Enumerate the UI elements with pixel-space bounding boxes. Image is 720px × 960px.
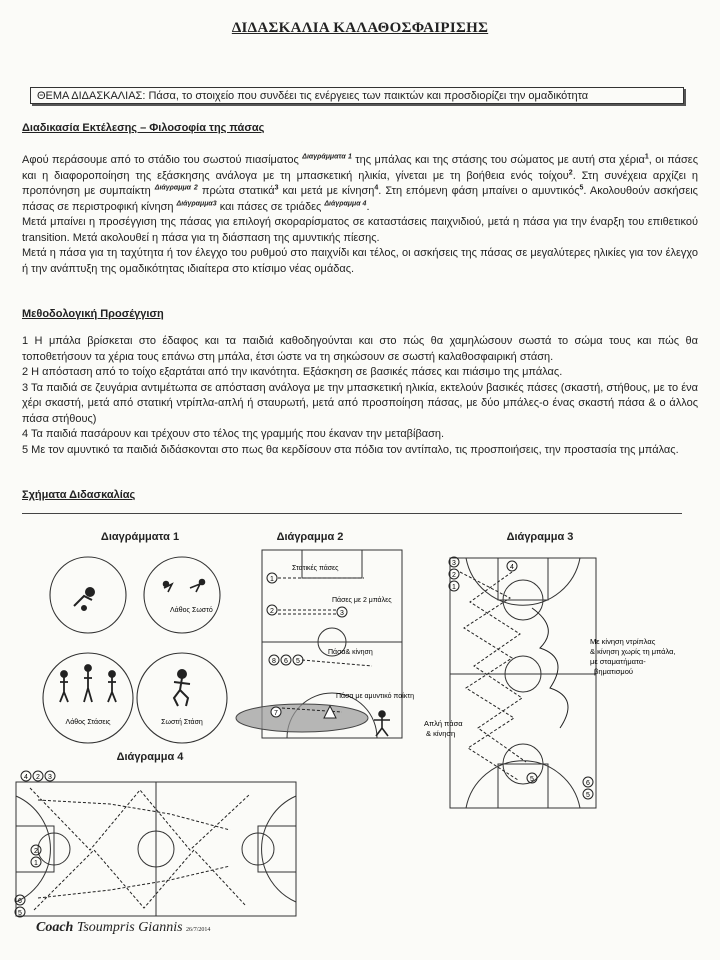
page-title: ΔΙΔΑΣΚΑΛΙΑ ΚΑΛΑΘΟΣΦΑΙΡΙΣΗΣ (231, 20, 489, 36)
diagram4 (10, 770, 310, 920)
player-marker: 1 (270, 576, 274, 583)
player-marker: 1 (34, 860, 38, 867)
wrong-grip-figure (74, 588, 94, 610)
player-marker: 8 (272, 658, 276, 665)
diagram3 (424, 548, 700, 813)
label-dribble: Με κίνηση ντρίπλας (590, 637, 656, 646)
philosophy-paragraph-1: Αφού περάσουμε από το στάδιο του σωστού πιασίματος $^{\Delta\iota\alpha\gamma\rho ά\mu\mu\alpha\tau\alpha 1}$ της μπάλας και της στάσης του σώματος με αυτή στα χέρια$^1$, οι πάσες και η διαφοροποίηση της εξάσκησης ανάλογα με τη μπασκετική ηλικία, γίνεται με τη βοήθεια ενός τοίχου$^2$. Στη συνέχεια αρχίζει η προπόνηση με συμπαίκτη $^{\Delta\iota ά\gamma\rho\alpha\mu\mu\alpha 2}$ πρώτα στατικά$^3$ και μετά με κίνηση$^4$. Στη επόμενη φάση μπαίνει ο αμυντικός$^5$. Ακολουθούν ασκήσεις πάσας σε περιστροφική κίνηση $^{\Delta\iota ά\gamma\rho\alpha\mu\mu\alpha 3}$ και πάσες σε τριάδες $^{\Delta\iota ά\gamma\rho\alpha\mu\mu\alpha 4}$. (22, 153, 698, 213)
philosophy-paragraph-3: Μετά η πάσα για τη ταχύτητα ή τον έλεγχο του ρυθμού στο παιχνίδι και τέλος, οι ασκήσεις της πάσας σε μεγαλύτερες ηλικίες για τον έλεγχο ή την ανάπτυξη της ομαδικότητας ιδιαίτερα στο κτίσιμο νέας ομάδας. (22, 247, 698, 275)
list-item: 1 Η μπάλα βρίσκεται στο έδαφος και τα παιδιά καθοδηγούνται και στο πώς θα χαμηλώσουν σωστά το σώμα τους και πώς θα τοποθετήσουν τα χέρια τους επάνω στη μπάλα, έτσι ώστε να τη σηκώσουν σε σωστή καλαθοσφαιρική στάση. (22, 335, 698, 363)
player-marker: 1 (452, 584, 456, 591)
svg-text:με σταματήματα-: με σταματήματα- (590, 657, 646, 666)
player-marker: 3 (340, 610, 344, 617)
label-simple-pass: Απλή πάσα (424, 719, 463, 728)
diagram1 (40, 550, 240, 770)
player-marker: 3 (48, 774, 52, 781)
right-stance-figure (174, 670, 190, 706)
section-heading-methodology: Μεθοδολογική Προσέγγιση (22, 308, 164, 320)
diagram3-title: Διάγραμμα 3 (506, 531, 574, 543)
player-marker: 6 (18, 898, 22, 905)
label-wrong: Λάθος (170, 607, 190, 614)
label-right: Σωστό (192, 607, 213, 614)
player-marker: 2 (452, 572, 456, 579)
signature (36, 920, 210, 936)
player-marker: 3 (452, 560, 456, 567)
player-marker: 6 (586, 780, 590, 787)
player-marker: 5 (18, 910, 22, 917)
player-marker: 5 (530, 776, 534, 783)
player-marker: 4 (24, 774, 28, 781)
label-right-stance: Σωστή Στάση (161, 719, 203, 726)
section-heading-diagrams: Σχήματα Διδασκαλίας (22, 489, 136, 501)
list-item: 2 Η απόσταση από το τοίχο εξαρτάται από την ικανότητα. Εξάσκηση σε βασικές πάσες και πιάσιμο της μπάλας. (22, 366, 563, 378)
label-wrong-stance: Λάθος Στάσεις (65, 719, 111, 726)
player-marker: 5 (296, 658, 300, 665)
svg-text:& κίνηση: & κίνηση (426, 729, 456, 738)
philosophy-text (22, 153, 698, 277)
wrong-stance-figures (60, 665, 116, 702)
player-marker: 2 (270, 608, 274, 615)
player-marker: 6 (284, 658, 288, 665)
svg-text:βηματισμού: βηματισμού (594, 667, 633, 676)
signature-date: 26/7/2014 (186, 927, 211, 933)
theme-box: ΘΕΜΑ ΔΙΔΑΣΚΑΛΙΑΣ: Πάσα, το στοιχείο που συνδέει τις ενέργειες των παικτών και προσδιορίζει την ομαδικότητα (30, 87, 684, 104)
divider (22, 513, 682, 514)
svg-text:& κίνηση χωρίς τη μπάλα,: & κίνηση χωρίς τη μπάλα, (590, 647, 676, 656)
philosophy-paragraph-2: Μετά μπαίνει η προσέγγιση της πάσας για επιλογή σκοραρίσματος σε καταστάσεις παιχνιδιού, μετά η πάσα για την έναρξη του επιθετικού transition. Μετά ακολουθεί η πάσα για τη διάσπαση της αμυντικής πίεσης. (22, 216, 698, 244)
defender-zone (236, 704, 368, 732)
methodology-list (22, 334, 698, 458)
label-defender: Πάσα με αμυντικό παίκτη (336, 693, 414, 700)
player-marker: 5 (586, 792, 590, 799)
list-item: 4 Τα παιδιά πασάρουν και τρέχουν στο τέλος της γραμμής που έκαναν την μεταβίβαση. (22, 428, 445, 440)
grip-figures-small (164, 580, 205, 593)
diagram4-title: Διάγραμμα 4 (116, 751, 184, 763)
label-pass-move: Πάσα& κίνηση (328, 649, 373, 656)
diagram1-title: Διαγράμματα 1 (100, 531, 180, 543)
diagram2-title: Διάγραμμα 2 (276, 531, 344, 543)
player-marker: 7 (274, 710, 278, 717)
player-marker: 4 (510, 564, 514, 571)
list-item: 5 Με τον αμυντικό τα παιδιά διδάσκονται στο πως θα κερδίσουν στα πόδια τον αντίπαλο, τις προσποιήσεις, την προστασία της μπάλας. (22, 443, 679, 456)
player-marker: 2 (36, 774, 40, 781)
signature-first: Coach (36, 920, 74, 935)
section-heading-philosophy: Διαδικασία Εκτέλεσης – Φιλοσοφία της πάσας (22, 122, 265, 134)
player-marker: 2 (34, 848, 38, 855)
list-item: 3 Τα παιδιά σε ζευγάρια αντιμέτωπα σε απόσταση ανάλογα με την μπασκετική ηλικία, εκτελούν βασικές πάσες (σκαστή, στήθους, με το ένα χέρι σκαστή, μετά από στατική ντρίπλα-απλή ή σταυρωτή, μετά από προσποίηση πάσας, με δύο μπάλες-ο ένας σκαστή πάσα & ο άλλος πάσα στήθους) (22, 381, 698, 425)
signature-name: Tsoumpris Giannis (73, 920, 183, 935)
label-two-balls: Πάσες με 2 μπάλες (332, 597, 392, 604)
label-static-passes: Στατικές πάσες (292, 565, 339, 572)
diagram2 (232, 548, 422, 743)
